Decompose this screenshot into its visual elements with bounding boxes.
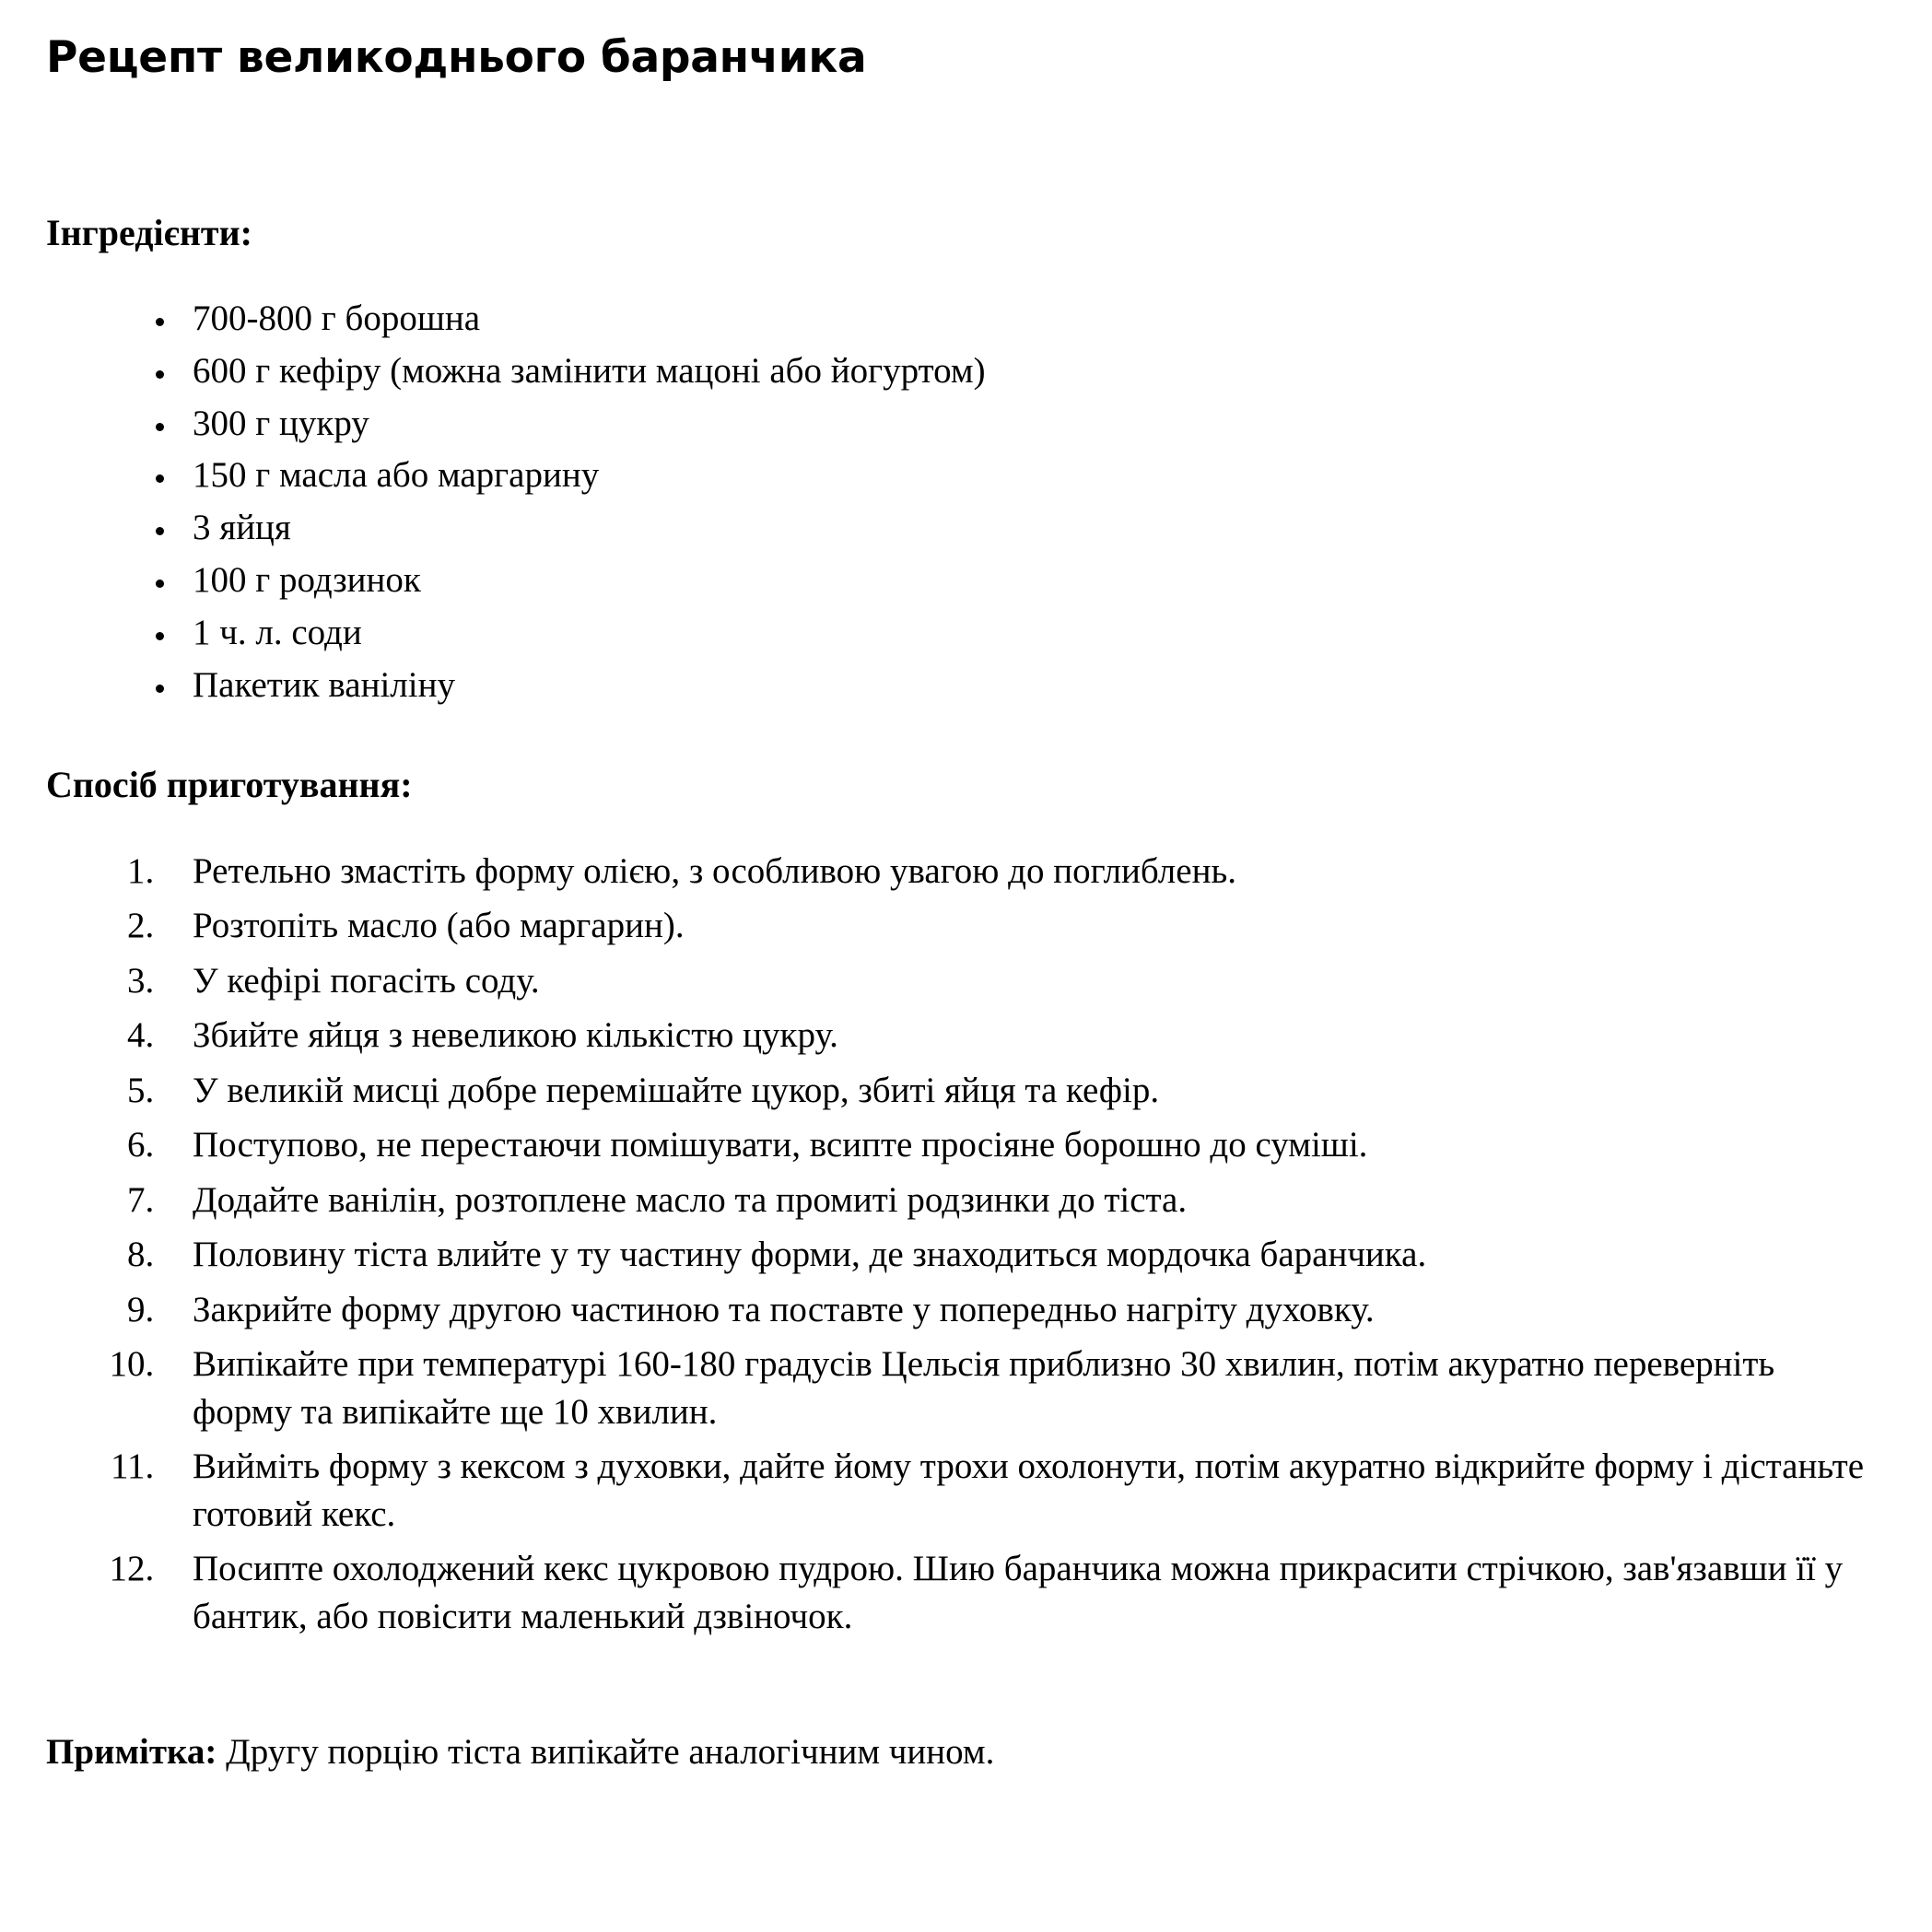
note-label: Примітка: — [46, 1732, 217, 1773]
page-title: Рецепт великоднього баранчика — [46, 32, 867, 83]
list-item: • 700-800 г борошна — [178, 296, 1877, 342]
list-item: 7. Додайте ванілін, розтоплене масло та промиті родзинки до тіста. — [163, 1177, 1877, 1224]
spacer — [41, 1647, 1877, 1693]
list-item: • Пакетик ваніліну — [178, 662, 1877, 708]
list-item: • 300 г цукру — [178, 401, 1877, 447]
list-item: • 600 г кефіру (можна замінити мацоні або йогуртом) — [178, 348, 1877, 394]
ingredients-heading: Інгредієнти: — [46, 211, 252, 253]
spacer — [41, 715, 1877, 763]
list-item: 6. Поступово, не перестаючи помішувати, всипте просіяне борошно до суміші. — [163, 1121, 1877, 1168]
list-item: • 1 ч. л. соди — [178, 610, 1877, 656]
note-text: Другу порцію тіста випікайте аналогічним чином. — [226, 1732, 995, 1773]
list-item: • 150 г масла або маргарину — [178, 452, 1877, 498]
list-item: 3. У кефірі погасіть соду. — [163, 957, 1877, 1004]
list-item: 12. Посипте охолоджений кекс цукровою пудрою. Шию баранчика можна прикрасити стрічкою, зав'язавши її у бантик, або повісити маленький дзвіночок. — [163, 1545, 1877, 1640]
list-item: 1. Ретельно змастіть форму олією, з особливою увагою до поглиблень. — [163, 848, 1877, 895]
list-item: 2. Розтопіть масло (або маргарин). — [163, 902, 1877, 949]
method-heading: Спосіб приготування: — [46, 764, 413, 805]
note-paragraph — [46, 1729, 1877, 1776]
list-item: 9. Закрийте форму другою частиною та поставте у попередньо нагріту духовку. — [163, 1286, 1877, 1333]
spacer — [41, 255, 1877, 296]
list-item: 4. Збийте яйця з невеликою кількістю цукру. — [163, 1012, 1877, 1059]
list-item: 5. У великій мисці добре перемішайте цукор, збиті яйця та кефір. — [163, 1067, 1877, 1114]
list-item: 10. Випікайте при температурі 160-180 градусів Цельсія приблизно 30 хвилин, потім акуратно переверніть форму та випікайте ще 10 хвилин. — [163, 1341, 1877, 1435]
spacer — [41, 86, 1877, 211]
list-item: 8. Половину тіста влийте у ту частину форми, де знаходиться мордочка баранчика. — [163, 1231, 1877, 1278]
list-item: • 100 г родзинок — [178, 557, 1877, 603]
steps-list — [41, 848, 1877, 1640]
list-item: 11. Вийміть форму з кексом з духовки, дайте йому трохи охолонути, потім акуратно відкрийте форму і дістаньте готовий кекс. — [163, 1443, 1877, 1538]
list-item: • 3 яйця — [178, 505, 1877, 551]
spacer — [41, 807, 1877, 848]
ingredients-list — [41, 296, 1877, 708]
